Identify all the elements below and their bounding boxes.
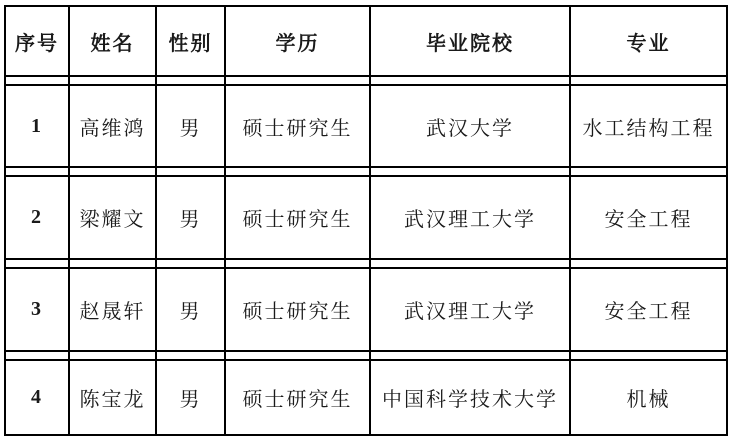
spacer-cell bbox=[570, 351, 727, 360]
spacer-cell bbox=[156, 259, 225, 268]
spacer-cell bbox=[69, 167, 156, 176]
header-cell-degree: 学历 bbox=[225, 6, 370, 76]
spacer-cell bbox=[225, 167, 370, 176]
cell-no: 1 bbox=[5, 85, 69, 167]
cell-no: 3 bbox=[5, 268, 69, 351]
cell-name: 高维鸿 bbox=[69, 85, 156, 167]
spacer-cell bbox=[370, 351, 570, 360]
spacer-cell bbox=[156, 351, 225, 360]
cell-name: 赵晟轩 bbox=[69, 268, 156, 351]
header-cell-gender: 性别 bbox=[156, 6, 225, 76]
spacer-cell bbox=[370, 167, 570, 176]
cell-name: 陈宝龙 bbox=[69, 360, 156, 435]
cell-school: 武汉理工大学 bbox=[370, 268, 570, 351]
spacer-cell bbox=[156, 76, 225, 85]
cell-degree: 硕士研究生 bbox=[225, 360, 370, 435]
cell-school: 中国科学技术大学 bbox=[370, 360, 570, 435]
cell-degree: 硕士研究生 bbox=[225, 176, 370, 259]
spacer-cell bbox=[156, 167, 225, 176]
header-cell-no: 序号 bbox=[5, 6, 69, 76]
spacer-row bbox=[5, 76, 727, 85]
spacer-cell bbox=[69, 76, 156, 85]
cell-degree: 硕士研究生 bbox=[225, 85, 370, 167]
cell-gender: 男 bbox=[156, 85, 225, 167]
table-row bbox=[5, 268, 727, 351]
cell-gender: 男 bbox=[156, 360, 225, 435]
cell-major: 安全工程 bbox=[570, 176, 727, 259]
cell-no: 4 bbox=[5, 360, 69, 435]
spacer-cell bbox=[370, 259, 570, 268]
spacer-cell bbox=[5, 351, 69, 360]
cell-name: 梁耀文 bbox=[69, 176, 156, 259]
cell-no: 2 bbox=[5, 176, 69, 259]
spacer-cell bbox=[225, 351, 370, 360]
spacer-row bbox=[5, 259, 727, 268]
cell-gender: 男 bbox=[156, 268, 225, 351]
spacer-row bbox=[5, 167, 727, 176]
header-cell-school: 毕业院校 bbox=[370, 6, 570, 76]
header-row bbox=[5, 6, 727, 76]
spacer-cell bbox=[570, 76, 727, 85]
table-row bbox=[5, 176, 727, 259]
cell-major: 机械 bbox=[570, 360, 727, 435]
spacer-cell bbox=[570, 259, 727, 268]
cell-gender: 男 bbox=[156, 176, 225, 259]
header-cell-major: 专业 bbox=[570, 6, 727, 76]
cell-school: 武汉大学 bbox=[370, 85, 570, 167]
table-row bbox=[5, 85, 727, 167]
roster-table bbox=[4, 5, 728, 436]
table-row bbox=[5, 360, 727, 435]
spacer-cell bbox=[225, 76, 370, 85]
header-cell-name: 姓名 bbox=[69, 6, 156, 76]
cell-school: 武汉理工大学 bbox=[370, 176, 570, 259]
spacer-cell bbox=[5, 167, 69, 176]
cell-degree: 硕士研究生 bbox=[225, 268, 370, 351]
spacer-cell bbox=[370, 76, 570, 85]
spacer-cell bbox=[69, 259, 156, 268]
spacer-cell bbox=[225, 259, 370, 268]
cell-major: 安全工程 bbox=[570, 268, 727, 351]
spacer-cell bbox=[570, 167, 727, 176]
spacer-row bbox=[5, 351, 727, 360]
spacer-cell bbox=[5, 259, 69, 268]
spacer-cell bbox=[5, 76, 69, 85]
spacer-cell bbox=[69, 351, 156, 360]
cell-major: 水工结构工程 bbox=[570, 85, 727, 167]
